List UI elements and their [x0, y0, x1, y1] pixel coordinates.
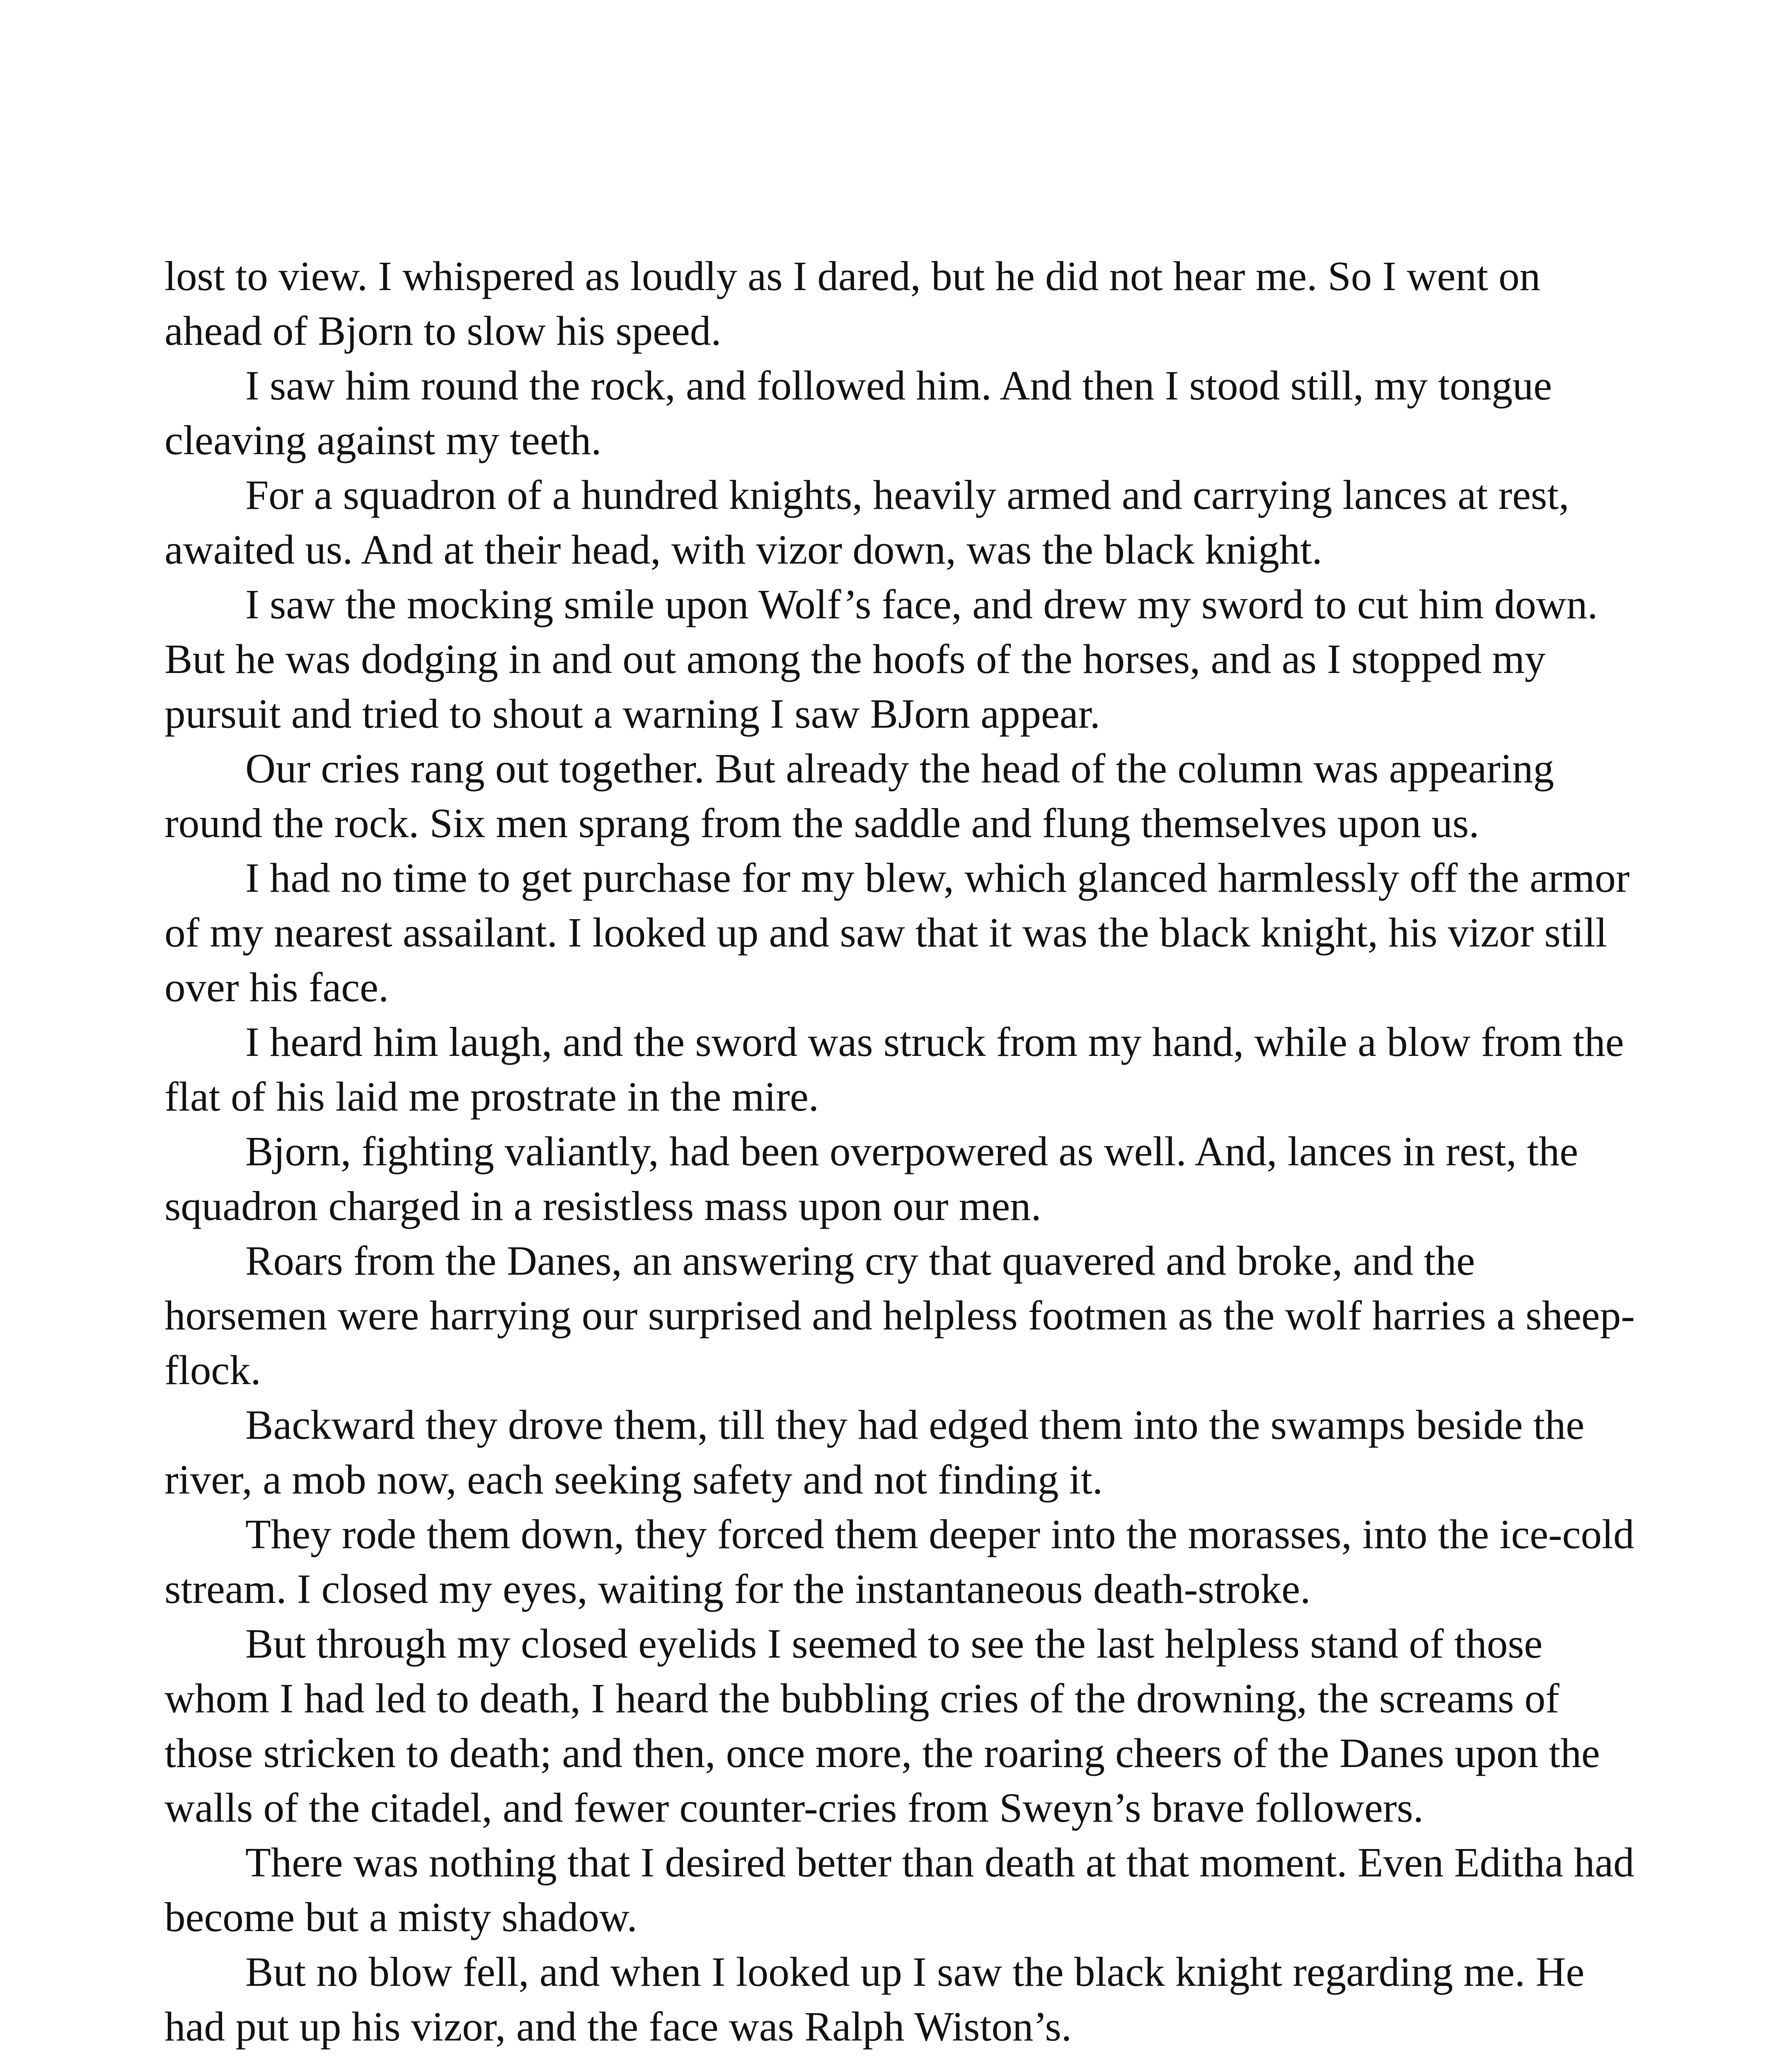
paragraph: Bjorn, fighting valiantly, had been overpowered as well. And, lances in rest, the squadron charged in a resistless mass upon our men.: [165, 1128, 1579, 1229]
paragraph: I saw him round the rock, and followed him. And then I stood still, my tongue cleaving against my teeth.: [165, 362, 1552, 463]
paragraph: I saw the mocking smile upon Wolf’s face, and drew my sword to cut him down. But he was dodging in and out among the hoofs of the horses, and as I stopped my pursuit and tried to shout a warning I saw BJorn appear.: [165, 581, 1598, 737]
paragraph: For a squadron of a hundred knights, heavily armed and carrying lances at rest, awaited us. And at their head, with vizor down, was the black knight.: [165, 472, 1569, 573]
paragraph: There was nothing that I desired better than death at that moment. Even Editha had become but a misty shadow.: [165, 1839, 1634, 1940]
paragraph: Roars from the Danes, an answering cry that quavered and broke, and the horsemen were harrying our surprised and helpless footmen as the wolf harries a sheep-flock.: [165, 1237, 1635, 1393]
paragraph: But through my closed eyelids I seemed to see the last helpless stand of those whom I had led to death, I heard the bubbling cries of the drowning, the screams of those stricken to death; and then, once more, the roaring cheers of the Danes upon the walls of the citadel, and fewer counter-cries from Sweyn’s brave followers.: [165, 1620, 1600, 1831]
paragraph: I heard him laugh, and the sword was struck from my hand, while a blow from the flat of his laid me prostrate in the mire.: [165, 1019, 1624, 1120]
paragraph: Our cries rang out together. But already the head of the column was appearing round the rock. Six men sprang from the saddle and flung themselves upon us.: [165, 745, 1554, 846]
body-text: [165, 249, 1640, 2054]
paragraph: They rode them down, they forced them deeper into the morasses, into the ice-cold stream. I closed my eyes, waiting for the instantaneous death-stroke.: [165, 1511, 1634, 1612]
paragraph: Backward they drove them, till they had edged them into the swamps beside the river, a mob now, each seeking safety and not finding it.: [165, 1402, 1585, 1503]
paragraph: But no blow fell, and when I looked up I saw the black knight regarding me. He had put up his vizor, and the face was Ralph Wiston’s.: [165, 1949, 1585, 2050]
paragraph: I had no time to get purchase for my blew, which glanced harmlessly off the armor of my nearest assailant. I looked up and saw that it was the black knight, his vizor still over his face.: [165, 854, 1630, 1010]
paragraph: lost to view. I whispered as loudly as I dared, but he did not hear me. So I went on ahead of Bjorn to slow his speed.: [165, 253, 1541, 354]
